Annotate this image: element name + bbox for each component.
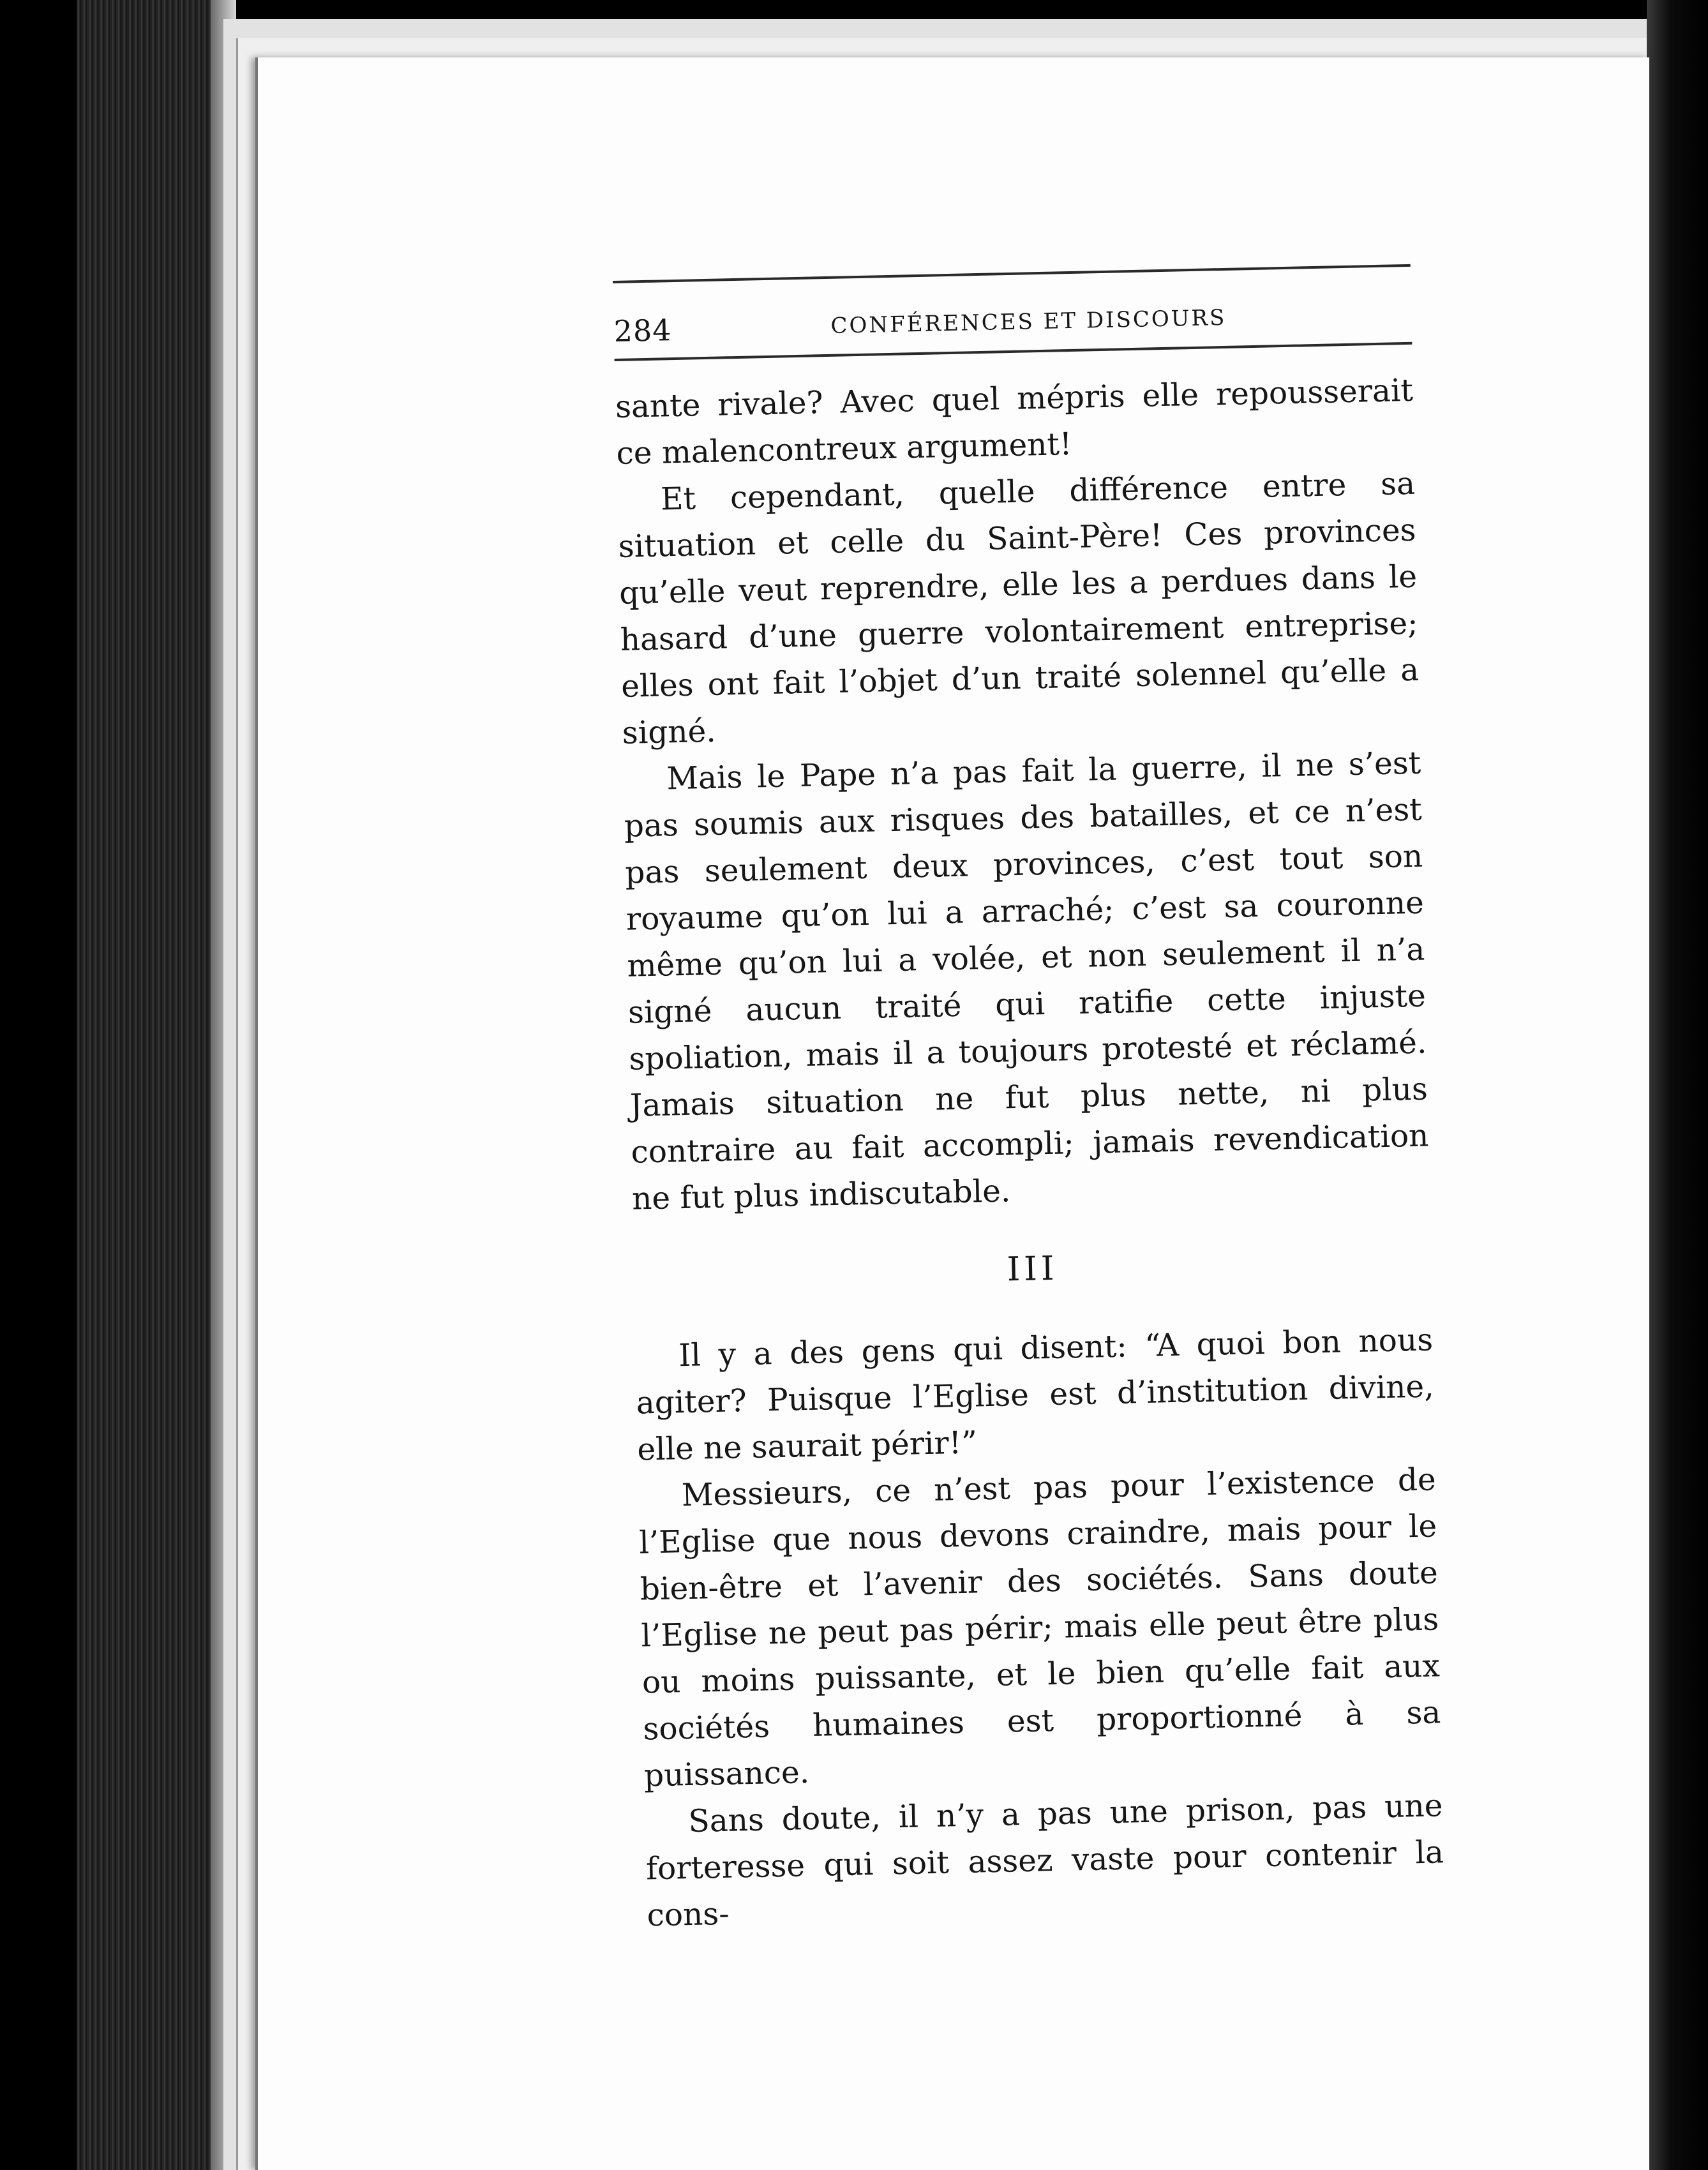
- section-heading: III: [1007, 1249, 1059, 1289]
- paragraph: Il y a des gens qui disent: “A quoi bon nous agiter? Puisque l’Eglise est d’institution divine, elle ne saurait périr!”: [636, 1322, 1435, 1468]
- paragraph: sante rivale? Avec quel mépris elle repousserait ce malencontreux argument!: [615, 372, 1414, 472]
- running-title: CONFÉRENCES ET DISCOURS: [830, 304, 1227, 339]
- paragraph: Mais le Pape n’a pas fait la guerre, il ne s’est pas soumis aux risques des batailles, et ce n’est pas seulement deux provinces, c’est tout son royaume qu’on lui a arraché; c’est sa couronne même qu’on lui a volée, et non seulement il n’a signé aucun traité qui ratifie cette injuste spoliation, mais il a toujours protesté et réclamé. Jamais situation ne fut plus nette, ni plus contraire au fait accompli; jamais revendication ne fut plus indiscutable.: [624, 745, 1429, 1217]
- paragraph: Messieurs, ce n’est pas pour l’existence de l’Eglise que nous devons craindre, mais pour le bien-être et l’avenir des sociétés. Sans doute l’Eglise ne peut pas périr; mais elle peut être plus ou moins puissante, et le bien qu’elle fait aux sociétés humaines est proportionné à sa puissance.: [638, 1462, 1441, 1794]
- paragraph: Et cependant, quelle différence entre sa situation et celle du Saint-Père! Ces provinces qu’elle veut reprendre, elle les a perdues dans le hasard d’une guerre volontairement entreprise; elles ont fait l’objet d’un traité solennel qu’elle a signé.: [618, 465, 1420, 751]
- paragraph: Sans doute, il n’y a pas une prison, pas une forteresse qui soit assez vaste pour contenir la cons-: [645, 1788, 1444, 1934]
- text-block: [613, 264, 1445, 1940]
- book-spine-shadow: [1647, 0, 1708, 2170]
- body-text: [615, 368, 1445, 1940]
- page-number: 284: [613, 313, 673, 348]
